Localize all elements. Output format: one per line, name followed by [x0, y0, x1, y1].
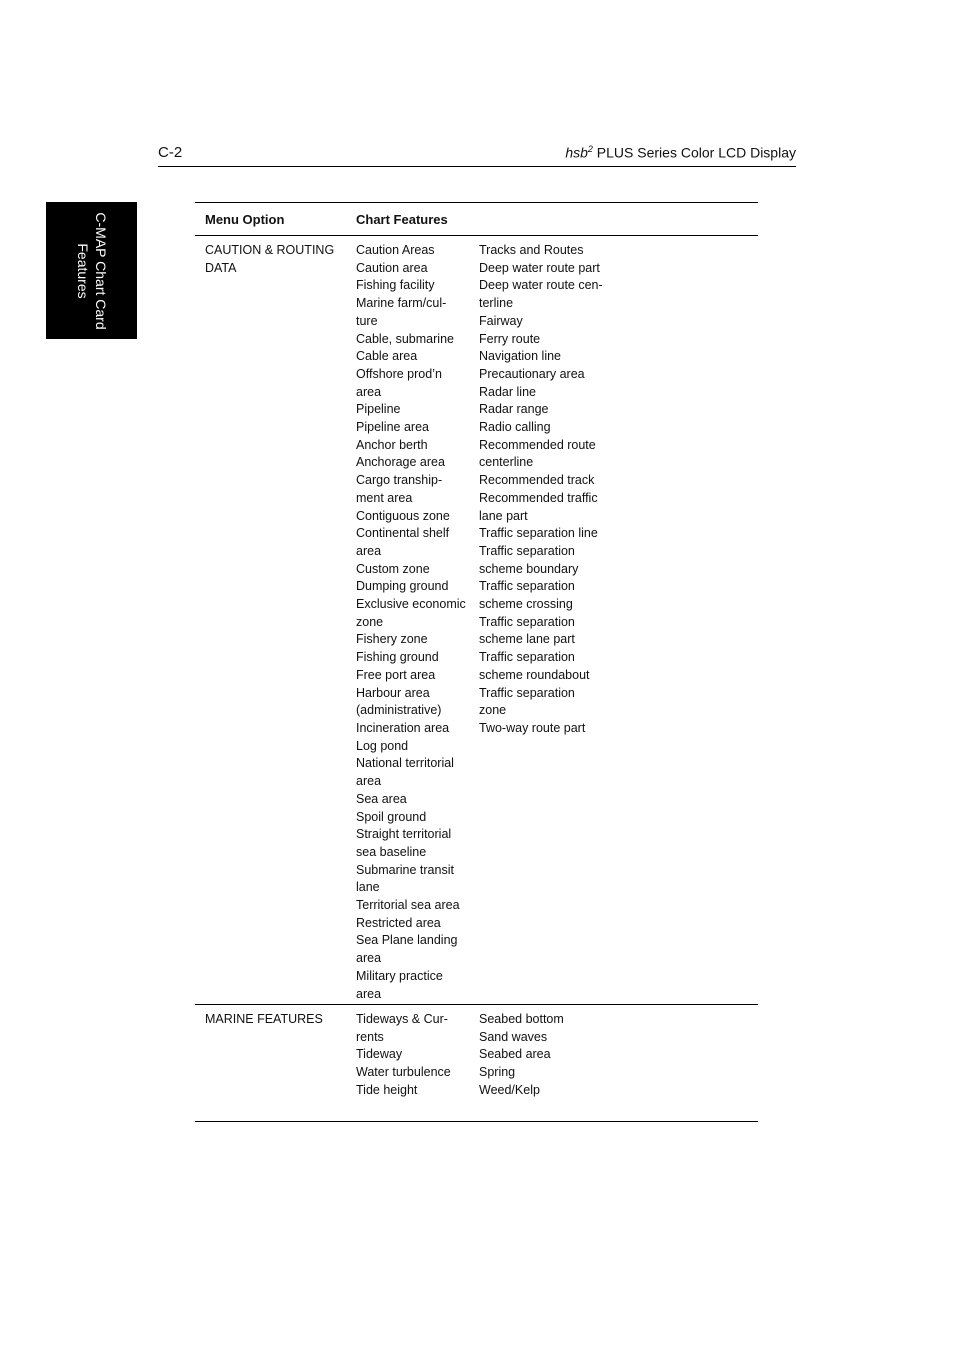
document-title	[565, 144, 796, 161]
list-item: area	[356, 384, 382, 399]
list-item: Cargo tranship-	[356, 473, 443, 488]
features-column-2	[479, 1011, 619, 1100]
title-rest: PLUS Series Color LCD Display	[592, 144, 796, 161]
page-header	[158, 142, 796, 167]
list-item: Seabed bottom	[479, 1012, 564, 1026]
list-item: Recommended traffic	[479, 490, 598, 505]
list-item: Fishing ground	[356, 650, 439, 665]
list-item: scheme roundabout	[479, 667, 590, 682]
list-item: Weed/Kelp	[479, 1082, 540, 1097]
list-item: Offshore prod’n	[356, 366, 442, 381]
list-item: Radar line	[479, 384, 536, 399]
table-header-row	[195, 203, 758, 236]
list-item: Cable, submarine	[356, 331, 454, 346]
section-side-tab	[46, 202, 137, 339]
page-number: C-2	[158, 144, 183, 161]
list-item: scheme lane part	[479, 632, 575, 647]
list-item: ment area	[356, 490, 413, 505]
list-item: Tide height	[356, 1082, 418, 1097]
side-tab-line-2: Features	[74, 242, 91, 299]
list-item: Contiguous zone	[356, 508, 450, 523]
list-item: terline	[479, 296, 514, 311]
features-column-1	[356, 242, 476, 1003]
list-item: area	[356, 986, 382, 1001]
list-item: centerline	[479, 455, 534, 470]
list-item: rents	[356, 1029, 384, 1044]
title-brand: hsb	[565, 144, 588, 161]
list-item: Territorial sea area	[356, 898, 460, 913]
list-item: sea baseline	[356, 844, 427, 859]
list-item: Recommended track	[479, 473, 595, 488]
list-item: Anchorage area	[356, 455, 445, 470]
list-item: Traffic separation	[479, 614, 575, 629]
header-menu-option: Menu Option	[205, 212, 285, 227]
list-item: Free port area	[356, 667, 436, 682]
table-row-caution-routing	[195, 236, 758, 1005]
list-item: CAUTION & ROUTING	[205, 243, 335, 257]
list-item: Precautionary area	[479, 366, 585, 381]
list-item: Sea Plane landing	[356, 933, 458, 948]
list-item: area	[356, 543, 382, 558]
list-item: Water turbulence	[356, 1065, 451, 1080]
list-item: Sand waves	[479, 1029, 548, 1044]
list-item: Pipeline	[356, 402, 401, 417]
list-item: lane part	[479, 508, 528, 523]
list-item: Traffic separation	[479, 685, 575, 700]
list-item: Exclusive economic	[356, 597, 466, 612]
list-item: Incineration area	[356, 720, 450, 735]
features-column-2	[479, 242, 619, 738]
side-tab-text	[74, 212, 110, 329]
side-tab-line-1: C-MAP Chart Card	[92, 211, 109, 330]
list-item: Straight territorial	[356, 827, 452, 842]
header-chart-features: Chart Features	[356, 212, 448, 227]
list-item: scheme boundary	[479, 561, 579, 576]
list-item: Sea area	[356, 791, 407, 806]
list-item: Anchor berth	[356, 437, 428, 452]
list-item: Caution area	[356, 260, 428, 275]
menu-option-cell	[205, 242, 340, 277]
list-item: Marine farm/cul-	[356, 296, 447, 311]
list-item: Dumping ground	[356, 579, 449, 594]
list-item: Seabed area	[479, 1047, 551, 1062]
list-item: ture	[356, 313, 378, 328]
menu-option-cell	[205, 1011, 340, 1029]
list-item: Pipeline area	[356, 420, 429, 435]
list-item: Harbour area	[356, 685, 430, 700]
list-item: Navigation line	[479, 349, 561, 364]
list-item: Continental shelf	[356, 526, 450, 541]
list-item: Radio calling	[479, 420, 551, 435]
list-item: Ferry route	[479, 331, 541, 346]
list-item: Tideway	[356, 1047, 403, 1062]
list-item: Deep water route cen-	[479, 278, 603, 293]
list-item: Spring	[479, 1065, 516, 1080]
list-item: Traffic separation	[479, 579, 575, 594]
list-item: Submarine transit	[356, 862, 454, 877]
list-item: DATA	[205, 260, 237, 275]
list-item: zone	[479, 703, 507, 718]
list-item: Traffic separation	[479, 543, 575, 558]
list-item: Log pond	[356, 738, 409, 753]
list-item: area	[356, 951, 382, 966]
list-item: Spoil ground	[356, 809, 427, 824]
list-item: Recommended route	[479, 437, 596, 452]
list-item: Fishery zone	[356, 632, 428, 647]
title-superscript: 2	[587, 144, 593, 154]
list-item: MARINE FEATURES	[205, 1012, 323, 1026]
features-table	[195, 202, 758, 1122]
list-item: Fishing facility	[356, 278, 435, 293]
list-item: Two-way route part	[479, 720, 586, 735]
list-item: zone	[356, 614, 384, 629]
list-item: Caution Areas	[356, 243, 435, 257]
list-item: Custom zone	[356, 561, 430, 576]
list-item: National territorial	[356, 756, 454, 771]
features-column-1	[356, 1011, 476, 1100]
list-item: area	[356, 774, 382, 789]
list-item: Tracks and Routes	[479, 243, 584, 257]
list-item: Radar range	[479, 402, 549, 417]
list-item: Restricted area	[356, 915, 441, 930]
list-item: Deep water route part	[479, 260, 600, 275]
list-item: (administrative)	[356, 703, 442, 718]
list-item: Military practice	[356, 968, 443, 983]
list-item: lane	[356, 880, 380, 895]
list-item: Traffic separation line	[479, 526, 598, 541]
table-row-marine-features	[195, 1005, 758, 1122]
list-item: Traffic separation	[479, 650, 575, 665]
list-item: scheme crossing	[479, 597, 573, 612]
list-item: Tideways & Cur-	[356, 1012, 448, 1026]
list-item: Cable area	[356, 349, 418, 364]
list-item: Fairway	[479, 313, 523, 328]
